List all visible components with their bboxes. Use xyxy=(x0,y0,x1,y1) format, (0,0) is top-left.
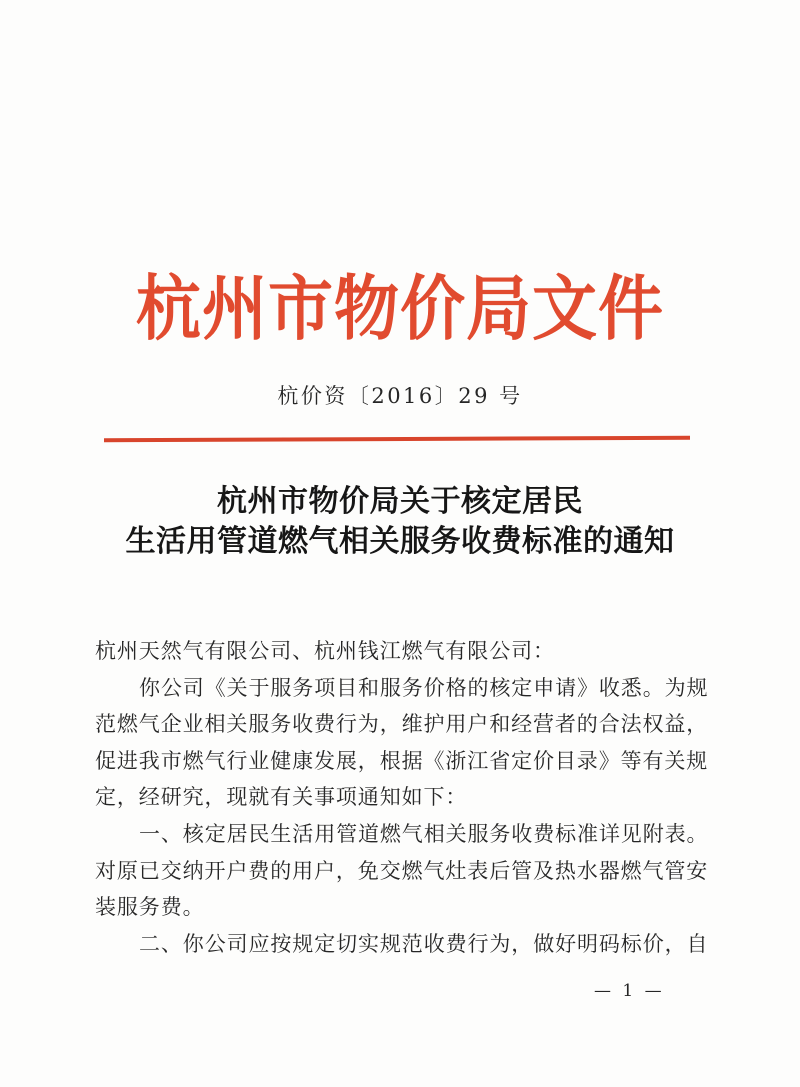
document-title-line-2: 生活用管道燃气相关服务收费标准的通知 xyxy=(125,524,675,559)
document-title-line-1: 杭州市物价局关于核定居民 xyxy=(217,484,583,519)
body-line: 促进我市燃气行业健康发展，根据《浙江省定价目录》等有关规 xyxy=(95,748,709,773)
body-line-salutation: 杭州天然气有限公司、杭州钱江燃气有限公司： xyxy=(95,639,555,663)
document-body xyxy=(95,633,720,962)
page-number: — 1 — xyxy=(594,981,665,1001)
body-line-item-1: 一、核定居民生活用管道燃气相关服务收费标准详见附表。 xyxy=(139,821,709,846)
body-line: 对原已交纳开户费的用户，免交燃气灶表后管及热水器燃气管安 xyxy=(95,858,709,883)
body-line: 范燃气企业相关服务收费行为，维护用户和经营者的合法权益， xyxy=(95,712,709,737)
body-line-item-2: 二、你公司应按规定切实规范收费行为，做好明码标价，自 xyxy=(139,931,709,956)
red-separator-line xyxy=(104,436,690,443)
agency-letterhead-title: 杭州市物价局文件 xyxy=(135,268,664,351)
body-line: 装服务费。 xyxy=(95,895,205,920)
document-number: 杭价资〔2016〕29 号 xyxy=(277,384,523,408)
body-line: 定，经研究，现就有关事项通知如下： xyxy=(95,785,468,810)
document-title xyxy=(0,482,800,562)
body-line: 你公司《关于服务项目和服务价格的核定申请》收悉。为规 xyxy=(139,675,709,700)
